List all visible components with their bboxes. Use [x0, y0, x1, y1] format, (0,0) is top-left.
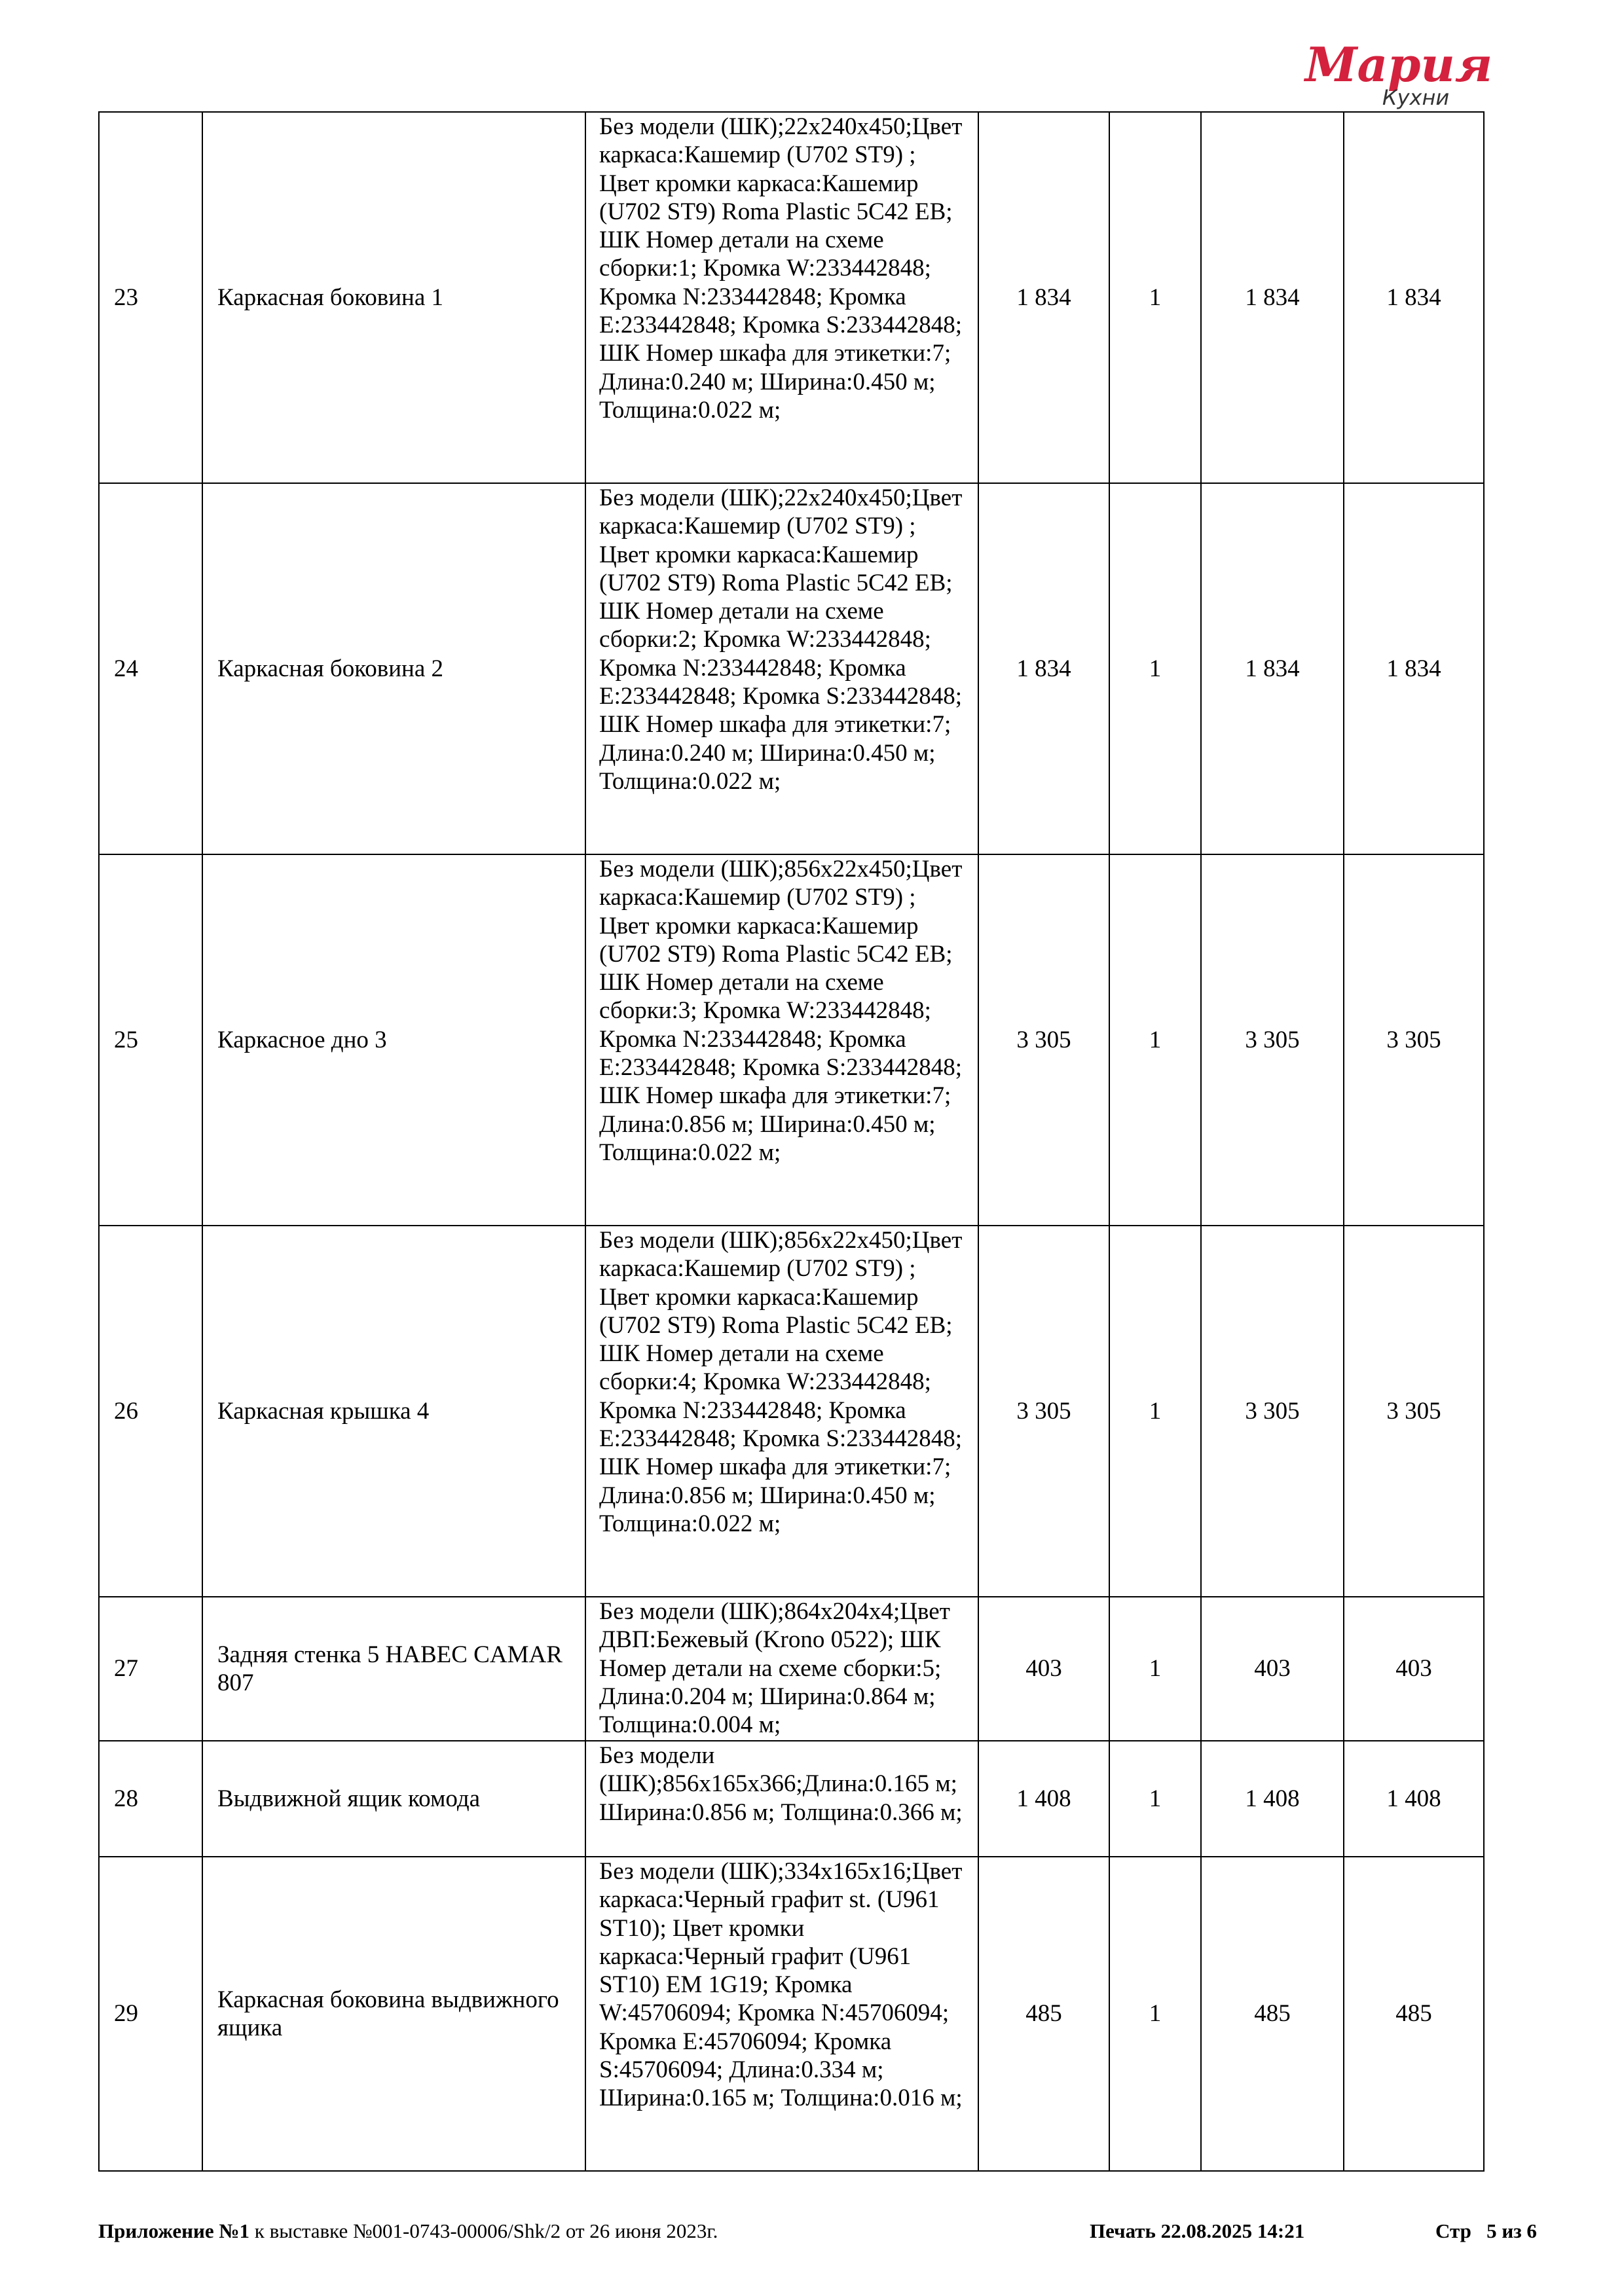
table-row [99, 1226, 1484, 1597]
cell-sum: 1 834 [1201, 112, 1344, 483]
cell-sum: 403 [1201, 1597, 1344, 1741]
table-row [99, 483, 1484, 854]
footer-appendix-title: Приложение №1 [98, 2219, 250, 2242]
table-row [99, 112, 1484, 483]
cell-name: Задняя стенка 5 HABEC CAMAR 807 [202, 1597, 585, 1741]
cell-total: 1 834 [1344, 112, 1484, 483]
cell-total: 1 834 [1344, 483, 1484, 854]
cell-desc: Без модели (ШК);856x165x366;Длина:0.165 м; Ширина:0.856 м; Толщина:0.366 м; [585, 1741, 978, 1857]
cell-total: 3 305 [1344, 1226, 1484, 1597]
footer-page-label: Стр [1435, 2219, 1471, 2242]
cell-qty: 1 [1109, 854, 1201, 1226]
cell-price: 1 834 [978, 483, 1109, 854]
cell-desc: Без модели (ШК);22x240x450;Цвет каркаса:Кашемир (U702 ST9) ; Цвет кромки каркаса:Кашемир (U702 ST9) Roma Plastic 5C42 EB; ШК Номер детали на схеме сборки:2; Кромка W:233442848; Кромка N:233442848; Кромка E:233442848; Кромка S:233442848; ШК Номер шкафа для этикетки:7; Длина:0.240 м; Ширина:0.450 м; Толщина:0.022 м; [585, 483, 978, 854]
cell-desc: Без модели (ШК);856x22x450;Цвет каркаса:Кашемир (U702 ST9) ; Цвет кромки каркаса:Кашемир (U702 ST9) Roma Plastic 5C42 EB; ШК Номер детали на схеме сборки:4; Кромка W:233442848; Кромка N:233442848; Кромка E:233442848; Кромка S:233442848; ШК Номер шкафа для этикетки:7; Длина:0.856 м; Ширина:0.450 м; Толщина:0.022 м; [585, 1226, 978, 1597]
cell-sum: 3 305 [1201, 854, 1344, 1226]
cell-num: 29 [99, 1857, 202, 2171]
cell-num: 26 [99, 1226, 202, 1597]
brand-logo-sub: Кухни [1382, 85, 1450, 110]
cell-num: 27 [99, 1597, 202, 1741]
cell-sum: 1 408 [1201, 1741, 1344, 1857]
cell-num: 24 [99, 483, 202, 854]
cell-total: 485 [1344, 1857, 1484, 2171]
cell-qty: 1 [1109, 1597, 1201, 1741]
footer-appendix-text: к выставке №001-0743-00006/Shk/2 от 26 июня 2023г. [249, 2219, 718, 2242]
cell-qty: 1 [1109, 112, 1201, 483]
cell-num: 28 [99, 1741, 202, 1857]
cell-total: 3 305 [1344, 854, 1484, 1226]
cell-num: 23 [99, 112, 202, 483]
table-row [99, 854, 1484, 1226]
footer-page-value: 5 из 6 [1486, 2219, 1537, 2242]
cell-price: 3 305 [978, 1226, 1109, 1597]
brand-logo [1270, 39, 1532, 111]
cell-name: Каркасная боковина 1 [202, 112, 585, 483]
cell-name: Выдвижной ящик комода [202, 1741, 585, 1857]
cell-qty: 1 [1109, 1741, 1201, 1857]
footer-page-number [1435, 2219, 1537, 2243]
footer-print-date: Печать 22.08.2025 14:21 [1090, 2219, 1305, 2242]
items-table-body [99, 112, 1484, 2171]
cell-name: Каркасная боковина 2 [202, 483, 585, 854]
cell-sum: 1 834 [1201, 483, 1344, 854]
cell-price: 3 305 [978, 854, 1109, 1226]
cell-desc: Без модели (ШК);22x240x450;Цвет каркаса:Кашемир (U702 ST9) ; Цвет кромки каркаса:Кашемир (U702 ST9) Roma Plastic 5C42 EB; ШК Номер детали на схеме сборки:1; Кромка W:233442848; Кромка N:233442848; Кромка E:233442848; Кромка S:233442848; ШК Номер шкафа для этикетки:7; Длина:0.240 м; Ширина:0.450 м; Толщина:0.022 м; [585, 112, 978, 483]
table-row [99, 1857, 1484, 2171]
cell-sum: 485 [1201, 1857, 1344, 2171]
cell-qty: 1 [1109, 1226, 1201, 1597]
cell-total: 403 [1344, 1597, 1484, 1741]
table-row [99, 1597, 1484, 1741]
cell-num: 25 [99, 854, 202, 1226]
cell-name: Каркасное дно 3 [202, 854, 585, 1226]
cell-desc: Без модели (ШК);856x22x450;Цвет каркаса:Кашемир (U702 ST9) ; Цвет кромки каркаса:Кашемир (U702 ST9) Roma Plastic 5C42 EB; ШК Номер детали на схеме сборки:3; Кромка W:233442848; Кромка N:233442848; Кромка E:233442848; Кромка S:233442848; ШК Номер шкафа для этикетки:7; Длина:0.856 м; Ширина:0.450 м; Толщина:0.022 м; [585, 854, 978, 1226]
table-row [99, 1741, 1484, 1857]
cell-qty: 1 [1109, 483, 1201, 854]
brand-logo-name: Мария [1304, 39, 1493, 92]
cell-price: 485 [978, 1857, 1109, 2171]
footer-appendix [98, 2219, 718, 2243]
cell-total: 1 408 [1344, 1741, 1484, 1857]
cell-price: 1 408 [978, 1741, 1109, 1857]
cell-name: Каркасная боковина выдвижного ящика [202, 1857, 585, 2171]
cell-name: Каркасная крышка 4 [202, 1226, 585, 1597]
cell-desc: Без модели (ШК);334x165x16;Цвет каркаса:Черный графит st. (U961 ST10); Цвет кромки каркаса:Черный графит (U961 ST10) EM 1G19; Кромка W:45706094; Кромка N:45706094; Кромка E:45706094; Кромка S:45706094; Длина:0.334 м; Ширина:0.165 м; Толщина:0.016 м; [585, 1857, 978, 2171]
cell-sum: 3 305 [1201, 1226, 1344, 1597]
cell-qty: 1 [1109, 1857, 1201, 2171]
items-table [98, 111, 1485, 2172]
cell-price: 1 834 [978, 112, 1109, 483]
cell-desc: Без модели (ШК);864x204x4;Цвет ДВП:Бежевый (Krono 0522); ШК Номер детали на схеме сборки:5; Длина:0.204 м; Ширина:0.864 м; Толщина:0.004 м; [585, 1597, 978, 1741]
cell-price: 403 [978, 1597, 1109, 1741]
